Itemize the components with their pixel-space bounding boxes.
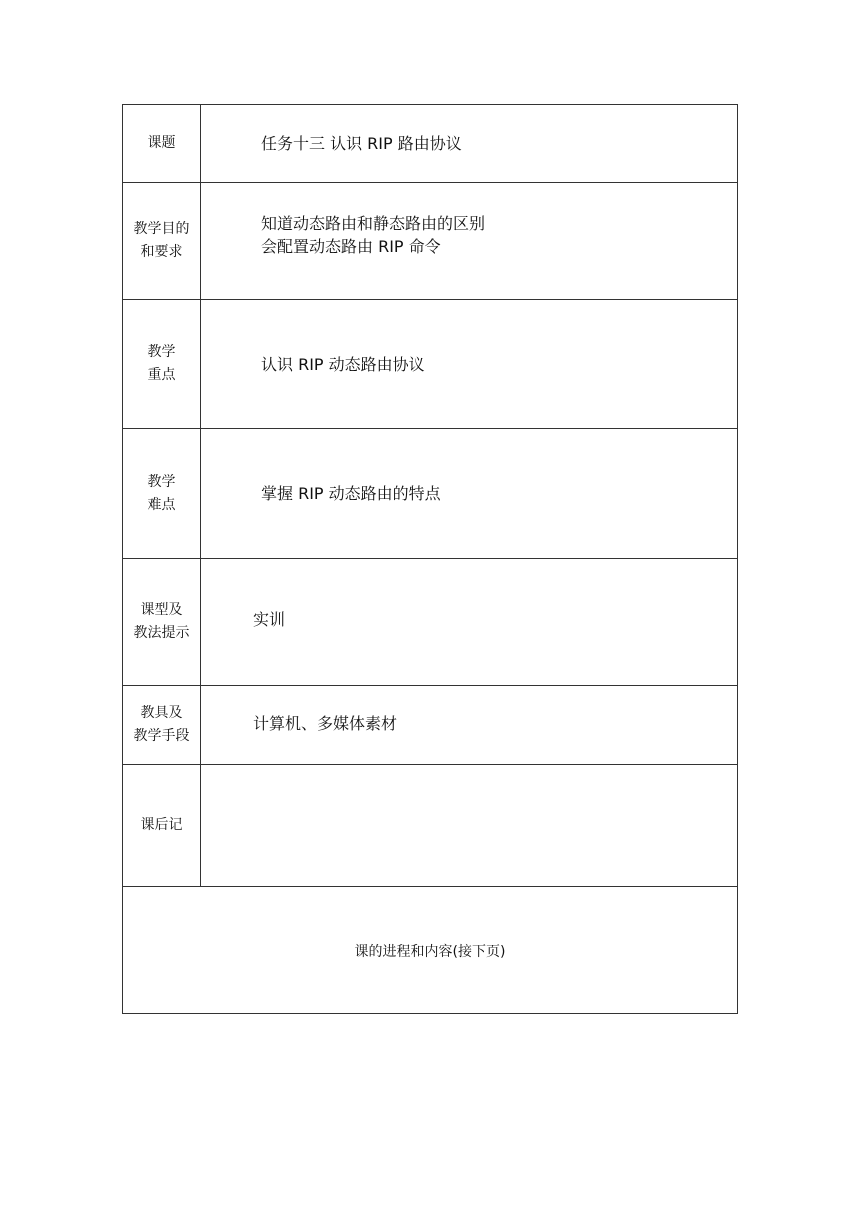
table-row-topic: [123, 105, 737, 183]
label-key-points-line2: 重点: [147, 367, 176, 383]
lesson-plan-table: [122, 104, 738, 1014]
table-row-footer: [123, 887, 737, 1015]
label-cell-lesson-type: [123, 559, 201, 685]
footer-cell: [123, 887, 737, 1015]
key-points-text: 认识 RIP 动态路由协议: [261, 354, 425, 374]
label-lesson-type-line1: 课型及: [140, 602, 183, 618]
content-cell-reflection: [201, 765, 737, 886]
label-cell-reflection: [123, 765, 201, 886]
label-difficulties-line1: 教学: [147, 473, 176, 490]
label-difficulties-line2: 难点: [147, 496, 176, 513]
label-teaching-aids-line2: 教学手段: [133, 728, 190, 744]
objective-line-2: 会配置动态路由 RIP 命令: [261, 237, 441, 256]
content-cell-lesson-type: [201, 559, 737, 685]
table-row-objectives: [123, 183, 737, 300]
label-cell-objectives: [123, 183, 201, 299]
label-cell-topic: [123, 105, 201, 182]
table-row-key-points: [123, 300, 737, 429]
label-cell-key-points: [123, 300, 201, 428]
table-row-reflection: [123, 765, 737, 887]
content-cell-objectives: [201, 183, 737, 299]
lesson-type-text: 实训: [253, 609, 286, 629]
table-row-difficulties: [123, 429, 737, 559]
label-key-points-line1: 教学: [147, 344, 176, 360]
teaching-aids-text: 计算机、多媒体素材: [253, 713, 398, 733]
label-topic: 课题: [147, 135, 176, 151]
table-row-lesson-type: [123, 559, 737, 686]
label-lesson-type-line2: 教法提示: [133, 625, 190, 641]
table-row-teaching-aids: [123, 686, 737, 765]
content-cell-topic: [201, 105, 737, 182]
topic-text: 任务十三 认识 RIP 路由协议: [261, 134, 462, 153]
label-cell-teaching-aids: [123, 686, 201, 764]
label-cell-difficulties: [123, 429, 201, 558]
difficulties-text: 掌握 RIP 动态路由的特点: [261, 484, 441, 503]
label-reflection: 课后记: [140, 817, 183, 833]
content-cell-difficulties: [201, 429, 737, 558]
label-objectives-line1: 教学目的: [133, 221, 190, 237]
content-cell-key-points: [201, 300, 737, 428]
footer-text: 课的进程和内容(接下页): [354, 944, 506, 960]
label-objectives-line2: 和要求: [140, 244, 183, 260]
content-cell-teaching-aids: [201, 686, 737, 764]
label-teaching-aids-line1: 教具及: [140, 705, 183, 721]
objective-line-1: 知道动态路由和静态路由的区别: [261, 214, 486, 233]
